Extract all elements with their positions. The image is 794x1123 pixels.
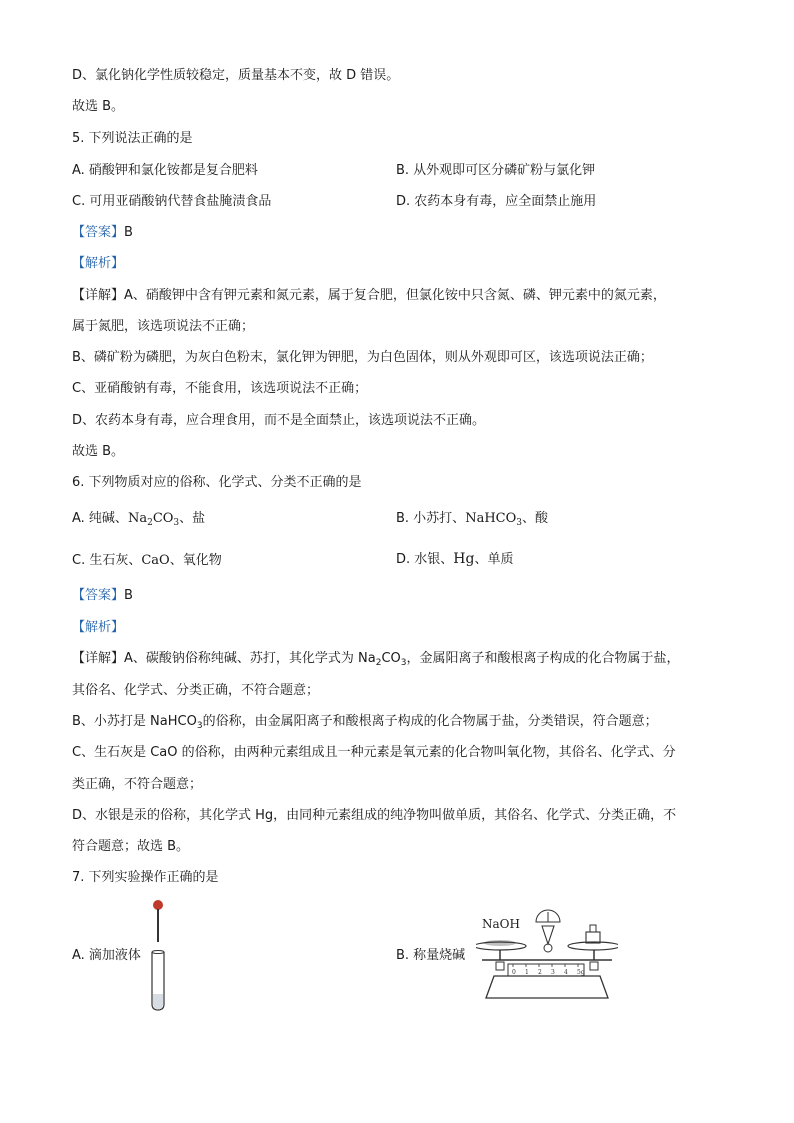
- text-line: 故选 B。: [72, 444, 125, 459]
- detail-6-line: 类正确，不符合题意；: [72, 777, 203, 792]
- detail-6-line: [72, 714, 658, 730]
- naoh-label: NaOH: [482, 917, 520, 931]
- detail-5-line: B、磷矿粉为磷肥，为灰白色粉末，氯化钾为钾肥，为白色固体，则从外观即可区，该选项说法正确；: [72, 350, 653, 365]
- detail-6-line: C、生石灰是 CaO 的俗称，由两种元素组成且一种元素是氧元素的化合物叫氧化物，其俗名、化学式、分: [72, 745, 676, 760]
- question-7-stem: 7. 下列实验操作正确的是: [72, 870, 219, 885]
- analysis-label-5: 【解析】: [72, 256, 125, 271]
- option-text: 、盐: [179, 511, 206, 526]
- q6-option-d: [396, 551, 513, 568]
- formula-part: Hg: [453, 551, 475, 567]
- option-text: C. 生石灰、: [72, 553, 142, 568]
- detail-text: A、硝酸钾中含有钾元素和氮元素，属于复合肥，但氯化铵中只含氮、磷、钾元素中的氮元素，: [124, 288, 666, 303]
- detail-6-line: 符合题意；故选 B。: [72, 839, 190, 854]
- text-line: D、氯化钠化学性质较稳定，质量基本不变，故 D 错误。: [72, 68, 400, 83]
- q6-option-b: [396, 511, 548, 527]
- option-text: 、氧化物: [169, 553, 222, 568]
- analysis-label-6: 【解析】: [72, 620, 125, 635]
- detail-5-line: C、亚硝酸钠有毒，不能食用，该选项说法不正确；: [72, 381, 368, 396]
- formula-part: CO: [152, 511, 174, 526]
- option-text: B. 小苏打、: [396, 511, 466, 526]
- formula-subscript: 3: [400, 658, 407, 668]
- formula-subscript: 3: [173, 518, 180, 528]
- q5-option-b: B. 从外观即可区分磷矿粉与氯化钾: [396, 163, 596, 178]
- q7-option-a: A. 滴加液体: [72, 948, 141, 963]
- option-text: 、酸: [522, 511, 549, 526]
- text-line: 故选 B。: [72, 99, 125, 114]
- q6-option-c: [72, 553, 222, 569]
- detail-text: A、碳酸钠俗称纯碱、苏打，其化学式为 Na: [124, 651, 376, 666]
- formula-part: Na: [127, 511, 148, 526]
- scale-tick-label: 0: [512, 969, 516, 976]
- q5-option-c: C. 可用亚硝酸钠代替食盐腌渍食品: [72, 194, 272, 209]
- q5-option-d: D. 农药本身有毒，应全面禁止施用: [396, 194, 597, 209]
- scale-tick-label: 4: [564, 969, 568, 976]
- detail-5-line: 属于氮肥，该选项说法不正确；: [72, 319, 255, 334]
- formula-subscript: 2: [147, 518, 153, 528]
- detail-6-line: 其俗名、化学式、分类正确，不符合题意；: [72, 683, 320, 698]
- formula-subscript: 2: [375, 658, 382, 668]
- detail-5-line: [72, 288, 666, 304]
- formula-subscript: 3: [196, 721, 203, 731]
- q7-option-b: B. 称量烧碱: [396, 948, 466, 963]
- detail-text: CO: [381, 651, 401, 666]
- scale-tick-label: 1: [525, 969, 529, 976]
- option-text: 、单质: [474, 552, 514, 567]
- q6-option-a: [72, 511, 205, 527]
- formula-subscript: 3: [516, 518, 522, 528]
- option-text: D. 水银、: [396, 552, 454, 567]
- dropper-test-tube-figure: [144, 896, 174, 1014]
- detail-text: ，金属阳离子和酸根离子构成的化合物属于盐，: [406, 651, 680, 666]
- scale-tick-label: 5g: [577, 969, 585, 976]
- answer-value: B: [124, 588, 133, 603]
- balance-scale-figure: [476, 904, 618, 1002]
- detail-5-line: D、农药本身有毒，应合理食用，而不是全面禁止，该选项说法不正确。: [72, 413, 486, 428]
- detail-6-line: [72, 651, 680, 667]
- answer-6: [72, 588, 133, 604]
- answer-value: B: [124, 225, 133, 240]
- scale-tick-label: 3: [551, 969, 555, 976]
- detail-label: 【详解】: [72, 288, 125, 303]
- detail-text: B、小苏打是 NaHCO: [72, 714, 197, 729]
- formula-part: CaO: [141, 553, 170, 568]
- formula-part: NaHCO: [465, 511, 517, 526]
- q5-option-a: A. 硝酸钾和氯化铵都是复合肥料: [72, 163, 258, 178]
- detail-label: 【详解】: [72, 651, 125, 666]
- detail-text: 的俗称，由金属阳离子和酸根离子构成的化合物属于盐，分类错误，符合题意；: [202, 714, 658, 729]
- answer-label: 【答案】: [72, 225, 125, 240]
- question-6-stem: 6. 下列物质对应的俗称、化学式、分类不正确的是: [72, 475, 362, 490]
- option-text: A. 纯碱、: [72, 511, 128, 526]
- answer-label: 【答案】: [72, 588, 125, 603]
- scale-tick-label: 2: [538, 969, 542, 976]
- question-5-stem: 5. 下列说法正确的是: [72, 131, 193, 146]
- detail-6-line: D、水银是汞的俗称，其化学式 Hg，由同种元素组成的纯净物叫做单质，其俗名、化学式、分类正确，不: [72, 808, 677, 823]
- answer-5: [72, 225, 133, 241]
